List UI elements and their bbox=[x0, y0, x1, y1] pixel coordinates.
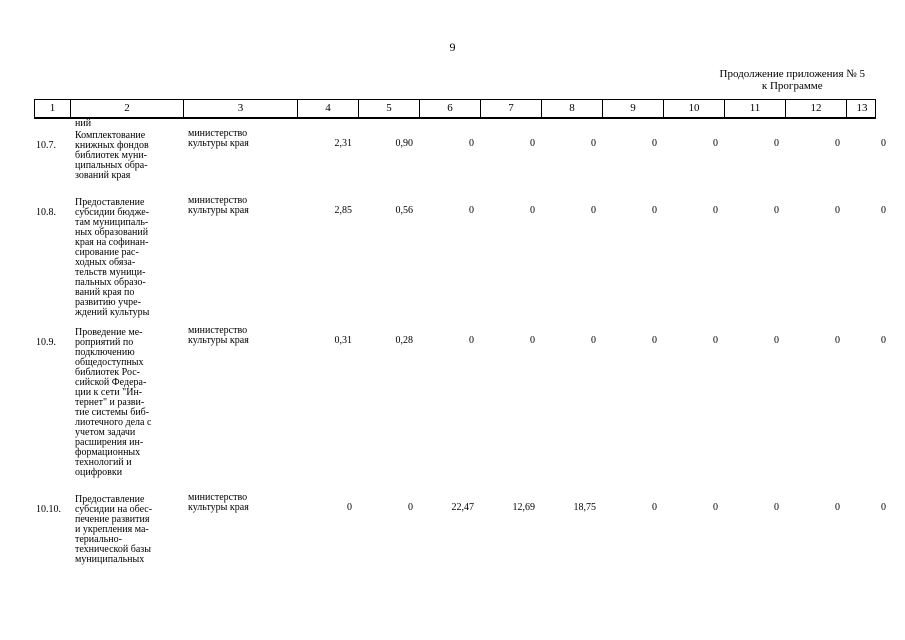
value-cell-col-5: 0,56 bbox=[395, 205, 413, 216]
description-line: развитию учре- bbox=[75, 297, 141, 308]
description-line: сирование рас- bbox=[75, 247, 139, 258]
row-description bbox=[75, 328, 185, 478]
value-cell-col-4: 0 bbox=[347, 502, 352, 513]
description-line: и укрепления ма- bbox=[75, 524, 149, 535]
row-description bbox=[75, 198, 185, 318]
value-cell-col-10: 0 bbox=[713, 502, 718, 513]
value-cell-col-4: 2,31 bbox=[334, 138, 352, 149]
description-line: ваний края по bbox=[75, 287, 135, 298]
row-description bbox=[75, 131, 185, 181]
row-organization-line: министерство bbox=[188, 492, 248, 503]
row-organization-line: культуры края bbox=[188, 335, 249, 346]
value-cell-col-9: 0 bbox=[652, 138, 657, 149]
header-cell-5: 5 bbox=[358, 100, 419, 117]
description-line: формационных bbox=[75, 447, 141, 458]
description-line: ных образований bbox=[75, 227, 149, 238]
value-cell-col-5: 0,90 bbox=[395, 138, 413, 149]
header-cell-7: 7 bbox=[480, 100, 541, 117]
description-line: ципальных обра- bbox=[75, 160, 148, 171]
description-line: Проведение ме- bbox=[75, 327, 143, 338]
appendix-title-line-1: Продолжение приложения № 5 bbox=[719, 68, 865, 80]
value-cell-col-9: 0 bbox=[652, 205, 657, 216]
value-cell-col-11: 0 bbox=[774, 205, 779, 216]
row-id: 10.10. bbox=[36, 504, 61, 515]
row-organization-line: культуры края bbox=[188, 205, 249, 216]
description-line: субсидии на обес- bbox=[75, 504, 153, 515]
value-cell-col-11: 0 bbox=[774, 138, 779, 149]
description-line: там муниципаль- bbox=[75, 217, 149, 228]
description-line: лиотечного дела с bbox=[75, 417, 152, 428]
header-cell-10: 10 bbox=[663, 100, 724, 117]
value-cell-col-8: 0 bbox=[591, 205, 596, 216]
row-organization-line: министерство bbox=[188, 325, 248, 336]
description-line: тернет" и разви- bbox=[75, 397, 145, 408]
description-line: общедоступных bbox=[75, 357, 144, 368]
description-line: оцифровки bbox=[75, 467, 123, 478]
value-cell-col-12: 0 bbox=[835, 138, 840, 149]
value-cell-col-12: 0 bbox=[835, 502, 840, 513]
description-line: библиотек Рос- bbox=[75, 367, 140, 378]
row-id: 10.7. bbox=[36, 140, 56, 151]
value-cell-col-11: 0 bbox=[774, 502, 779, 513]
description-line: учетом задачи bbox=[75, 427, 136, 438]
value-cell-col-12: 0 bbox=[835, 335, 840, 346]
description-line: сийской Федера- bbox=[75, 377, 147, 388]
value-cell-col-10: 0 bbox=[713, 205, 718, 216]
row-organization-line: министерство bbox=[188, 128, 248, 139]
description-line: края на софинан- bbox=[75, 237, 149, 248]
value-cell-col-6: 0 bbox=[469, 138, 474, 149]
continued-fragment: ний bbox=[75, 118, 92, 129]
description-line: расширения ин- bbox=[75, 437, 144, 448]
row-organization-line: культуры края bbox=[188, 138, 249, 149]
page-number: 9 bbox=[449, 40, 456, 54]
row-id: 10.9. bbox=[36, 337, 56, 348]
value-cell-col-11: 0 bbox=[774, 335, 779, 346]
description-line: тельств муници- bbox=[75, 267, 146, 278]
value-cell-col-13: 0 bbox=[881, 138, 886, 149]
value-cell-col-13: 0 bbox=[881, 502, 886, 513]
value-cell-col-4: 0,31 bbox=[334, 335, 352, 346]
description-line: подключению bbox=[75, 347, 135, 358]
row-description bbox=[75, 495, 185, 565]
value-cell-col-13: 0 bbox=[881, 205, 886, 216]
value-cell-col-8: 0 bbox=[591, 138, 596, 149]
description-line: пальных образо- bbox=[75, 277, 146, 288]
description-line: Предоставление bbox=[75, 197, 145, 208]
value-cell-col-7: 0 bbox=[530, 138, 535, 149]
value-cell-col-10: 0 bbox=[713, 335, 718, 346]
header-cell-1: 1 bbox=[49, 102, 56, 114]
value-cell-col-6: 0 bbox=[469, 335, 474, 346]
value-cell-col-7: 12,69 bbox=[512, 502, 535, 513]
description-line: зований края bbox=[75, 170, 131, 181]
description-line: Предоставление bbox=[75, 494, 145, 505]
value-cell-col-4: 2,85 bbox=[334, 205, 352, 216]
description-line: ходных обяза- bbox=[75, 257, 136, 268]
header-cell-4: 4 bbox=[297, 100, 358, 117]
value-cell-col-7: 0 bbox=[530, 335, 535, 346]
value-cell-col-10: 0 bbox=[713, 138, 718, 149]
description-line: муниципальных bbox=[75, 554, 145, 565]
row-organization-line: культуры края bbox=[188, 502, 249, 513]
description-line: Комплектование bbox=[75, 130, 146, 141]
row-organization-line: министерство bbox=[188, 195, 248, 206]
description-line: печение развития bbox=[75, 514, 150, 525]
description-line: роприятий по bbox=[75, 337, 134, 348]
description-line: ждений культуры bbox=[75, 307, 150, 318]
value-cell-col-5: 0,28 bbox=[395, 335, 413, 346]
header-cell-6: 6 bbox=[419, 100, 480, 117]
description-line: книжных фондов bbox=[75, 140, 149, 151]
row-id: 10.8. bbox=[36, 207, 56, 218]
header-cell-8: 8 bbox=[541, 100, 602, 117]
header-cell-3: 3 bbox=[183, 100, 297, 117]
appendix-title-line-2: к Программе bbox=[761, 80, 823, 92]
value-cell-col-6: 0 bbox=[469, 205, 474, 216]
value-cell-col-9: 0 bbox=[652, 502, 657, 513]
description-line: технологий и bbox=[75, 457, 132, 468]
header-cell-9: 9 bbox=[602, 100, 663, 117]
value-cell-col-8: 18,75 bbox=[573, 502, 596, 513]
value-cell-col-13: 0 bbox=[881, 335, 886, 346]
header-cell-2: 2 bbox=[70, 100, 183, 117]
description-line: технической базы bbox=[75, 544, 151, 555]
description-line: субсидии бюдже- bbox=[75, 207, 150, 218]
description-line: тие системы биб- bbox=[75, 407, 150, 418]
header-cell-12: 12 bbox=[785, 100, 846, 117]
value-cell-col-8: 0 bbox=[591, 335, 596, 346]
description-line: ции к сети "Ин- bbox=[75, 387, 143, 398]
value-cell-col-7: 0 bbox=[530, 205, 535, 216]
description-line: библиотек муни- bbox=[75, 150, 148, 161]
appendix-title bbox=[720, 68, 865, 92]
value-cell-col-5: 0 bbox=[408, 502, 413, 513]
header-cell-11: 11 bbox=[724, 100, 785, 117]
value-cell-col-12: 0 bbox=[835, 205, 840, 216]
value-cell-col-6: 22,47 bbox=[451, 502, 474, 513]
value-cell-col-9: 0 bbox=[652, 335, 657, 346]
header-cell-13: 13 bbox=[846, 100, 877, 117]
table-header-row bbox=[34, 99, 876, 119]
description-line: териально- bbox=[75, 534, 122, 545]
